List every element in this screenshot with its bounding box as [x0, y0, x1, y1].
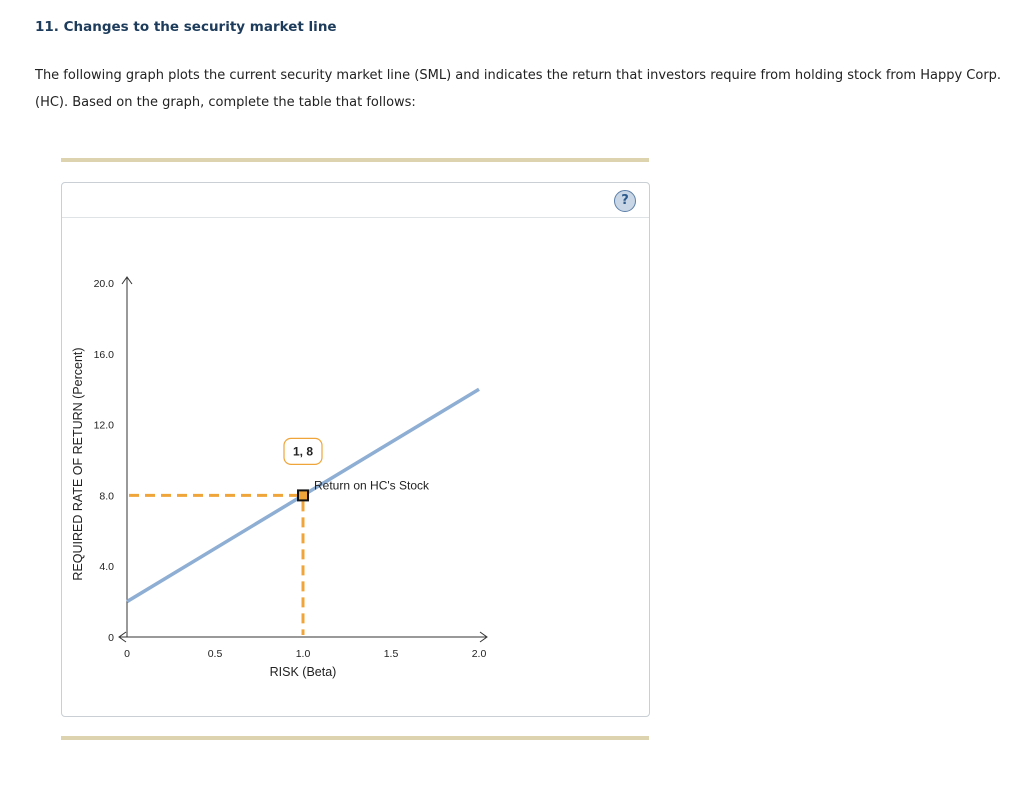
y-tick-label: 8.0	[99, 490, 114, 503]
help-icon[interactable]: ?	[614, 190, 636, 212]
point-label: Return on HC's Stock	[314, 478, 430, 493]
intro-text: The following graph plots the current security market line (SML) and indicates the return that investors require from holding stock from Happy Corp. (HC). Based on the graph, complete the table that follows:	[35, 68, 1002, 110]
page-title: 11. Changes to the security market line	[35, 19, 337, 35]
x-tick-label: 0	[124, 648, 130, 660]
x-tick-label: 1.5	[383, 648, 399, 660]
x-axis-label: RISK (Beta)	[269, 665, 337, 679]
x-tick-label: 1.0	[295, 648, 311, 660]
y-tick-label: 12.0	[93, 419, 114, 432]
bottom-divider	[61, 736, 649, 740]
y-tick-label: 16.0	[93, 348, 114, 361]
y-tick-label: 0	[108, 632, 114, 644]
x-tick-label: 0.5	[207, 648, 223, 660]
point-callout-text: 1, 8	[292, 444, 314, 459]
hc-point-marker[interactable]	[298, 490, 308, 500]
x-tick-label: 2.0	[471, 648, 487, 660]
y-tick-label: 20.0	[93, 278, 114, 290]
y-tick-label: 4.0	[99, 561, 114, 574]
y-axis-label: REQUIRED RATE OF RETURN (Percent)	[71, 347, 85, 581]
